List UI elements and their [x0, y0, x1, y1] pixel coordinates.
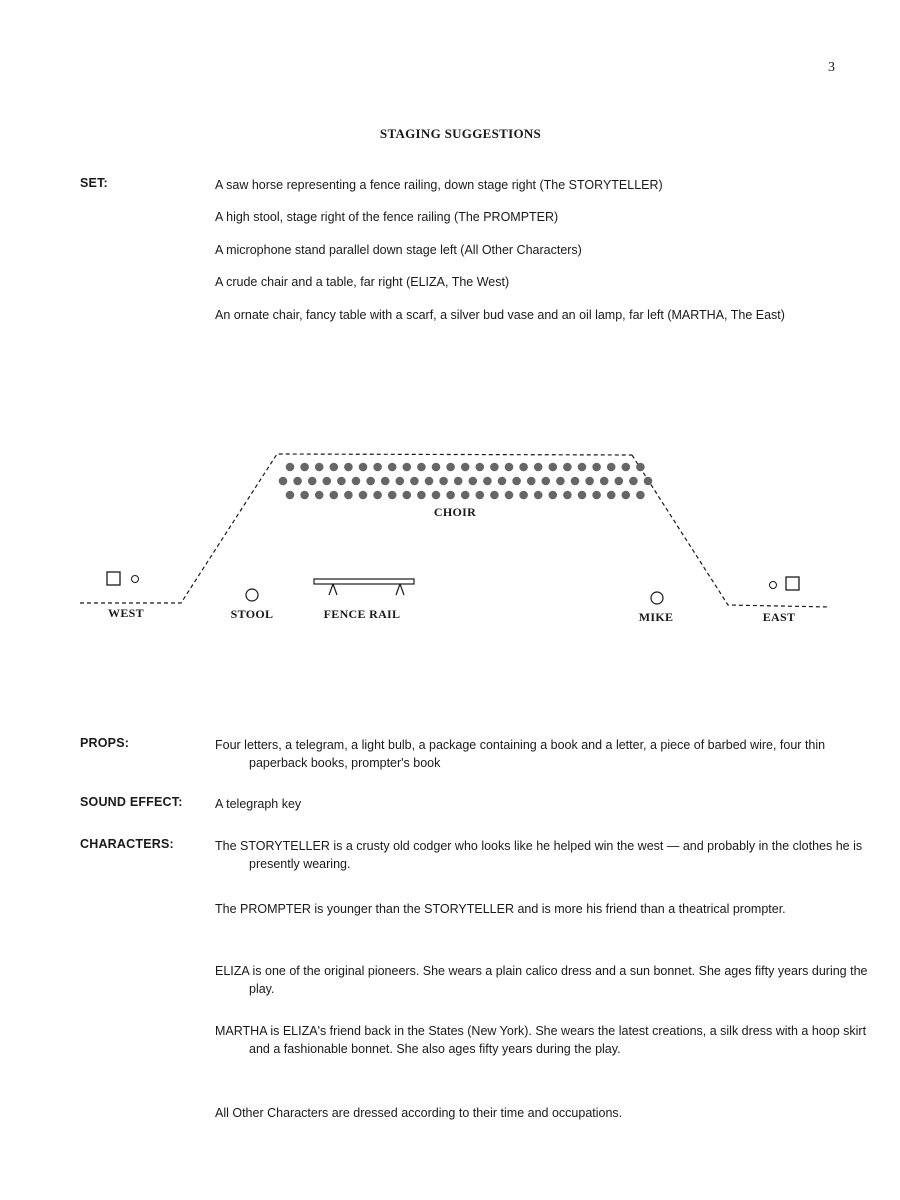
- choir-seat: [556, 477, 565, 486]
- choir-seat: [563, 491, 572, 500]
- choir-seats: [279, 463, 653, 500]
- choir-seat: [461, 491, 470, 500]
- choir-seat: [344, 463, 353, 472]
- set-item: An ornate chair, fancy table with a scarf, a silver bud vase and an oil lamp, far left (MARTHA, The East): [215, 308, 785, 322]
- west-label: WEST: [108, 606, 144, 620]
- set-item: A microphone stand parallel down stage left (All Other Characters): [215, 243, 582, 257]
- fence-rail-label: FENCE RAIL: [323, 607, 401, 621]
- choir-seat: [519, 463, 528, 472]
- choir-seat: [373, 463, 382, 472]
- choir-seat: [476, 463, 485, 472]
- choir-seat: [403, 463, 412, 472]
- choir-seat: [622, 491, 631, 500]
- choir-seat: [571, 477, 580, 486]
- mike-icon: [651, 592, 663, 604]
- stage-outline-left: [80, 454, 632, 603]
- choir-seat: [425, 477, 434, 486]
- choir-seat: [527, 477, 536, 486]
- choir-seat: [454, 477, 463, 486]
- choir-seat: [373, 491, 382, 500]
- character-description: MARTHA is ELIZA's friend back in the States (New York). She wears the latest creations, a silk dress with a hoop skirt and a fashionable bonnet. She also ages fifty years during the play.: [215, 1024, 867, 1056]
- props-label: PROPS:: [80, 736, 130, 750]
- choir-seat: [592, 463, 601, 472]
- choir-seat: [359, 463, 368, 472]
- choir-seat: [490, 491, 499, 500]
- characters-label: CHARACTERS:: [80, 837, 174, 851]
- sound-effect-label: SOUND EFFECT:: [80, 795, 183, 809]
- choir-seat: [359, 491, 368, 500]
- choir-seat: [403, 491, 412, 500]
- choir-seat: [563, 463, 572, 472]
- choir-seat: [578, 491, 587, 500]
- choir-seat: [636, 491, 645, 500]
- set-item: A high stool, stage right of the fence railing (The PROMPTER): [215, 210, 559, 224]
- choir-seat: [439, 477, 448, 486]
- choir-seat: [534, 463, 543, 472]
- east-label: EAST: [762, 610, 796, 624]
- choir-seat: [469, 477, 478, 486]
- choir-seat: [615, 477, 624, 486]
- choir-seat: [410, 477, 419, 486]
- choir-seat: [578, 463, 587, 472]
- choir-seat: [622, 463, 631, 472]
- props-text: Four letters, a telegram, a light bulb, a package containing a book and a letter, a piece of barbed wire, four thin paperback books, prompter's book: [215, 738, 826, 770]
- character-description: The STORYTELLER is a crusty old codger who looks like he helped win the west — and probably in the clothes he is presently wearing.: [215, 839, 863, 871]
- choir-seat: [315, 491, 324, 500]
- choir-seat: [432, 491, 441, 500]
- set-item: A saw horse representing a fence railing, down stage right (The STORYTELLER): [215, 178, 663, 192]
- choir-seat: [636, 463, 645, 472]
- choir-seat: [490, 463, 499, 472]
- choir-seat: [286, 491, 295, 500]
- stage-outline-right: [632, 455, 830, 607]
- set-item: A crude chair and a table, far right (ELIZA, The West): [215, 275, 510, 289]
- choir-seat: [315, 463, 324, 472]
- choir-seat: [505, 491, 514, 500]
- choir-seat: [476, 491, 485, 500]
- east-chair-icon: [770, 582, 777, 589]
- choir-seat: [344, 491, 353, 500]
- choir-seat: [417, 463, 426, 472]
- mike-label: MIKE: [638, 610, 674, 624]
- choir-seat: [330, 463, 339, 472]
- choir-seat: [323, 477, 332, 486]
- stool-label: STOOL: [230, 607, 274, 621]
- choir-seat: [446, 491, 455, 500]
- choir-seat: [286, 463, 295, 472]
- choir-seat: [498, 477, 507, 486]
- choir-seat: [330, 491, 339, 500]
- choir-seat: [300, 491, 309, 500]
- character-description: The PROMPTER is younger than the STORYTELLER and is more his friend than a theatrical prompter.: [215, 902, 786, 916]
- choir-seat: [629, 477, 638, 486]
- choir-seat: [352, 477, 361, 486]
- choir-seat: [534, 491, 543, 500]
- choir-seat: [417, 491, 426, 500]
- choir-seat: [483, 477, 492, 486]
- choir-seat: [396, 477, 405, 486]
- east-table-icon: [786, 577, 799, 590]
- west-chair-icon: [132, 576, 139, 583]
- choir-seat: [519, 491, 528, 500]
- choir-seat: [279, 477, 288, 486]
- choir-seat: [607, 491, 616, 500]
- character-description: ELIZA is one of the original pioneers. She wears a plain calico dress and a sun bonnet. She ages fifty years during the play.: [215, 964, 868, 996]
- sound-effect-text: A telegraph key: [215, 797, 302, 811]
- west-table-icon: [107, 572, 120, 585]
- choir-seat: [549, 491, 558, 500]
- choir-seat: [293, 477, 302, 486]
- choir-seat: [512, 477, 521, 486]
- choir-seat: [388, 463, 397, 472]
- choir-seat: [446, 463, 455, 472]
- choir-seat: [381, 477, 390, 486]
- page-number: 3: [828, 60, 835, 75]
- fence-rail-icon: [314, 579, 414, 595]
- choir-seat: [432, 463, 441, 472]
- choir-seat: [337, 477, 346, 486]
- page-title: STAGING SUGGESTIONS: [379, 126, 542, 141]
- choir-label: CHOIR: [433, 505, 477, 519]
- choir-seat: [585, 477, 594, 486]
- stool-icon: [246, 589, 258, 601]
- choir-seat: [308, 477, 317, 486]
- choir-seat: [607, 463, 616, 472]
- choir-seat: [549, 463, 558, 472]
- set-label: SET:: [80, 176, 108, 190]
- choir-seat: [600, 477, 609, 486]
- choir-seat: [592, 491, 601, 500]
- choir-seat: [644, 477, 653, 486]
- choir-seat: [300, 463, 309, 472]
- character-description: All Other Characters are dressed according to their time and occupations.: [215, 1106, 623, 1120]
- choir-seat: [461, 463, 470, 472]
- choir-seat: [366, 477, 375, 486]
- choir-seat: [505, 463, 514, 472]
- choir-seat: [388, 491, 397, 500]
- choir-seat: [542, 477, 551, 486]
